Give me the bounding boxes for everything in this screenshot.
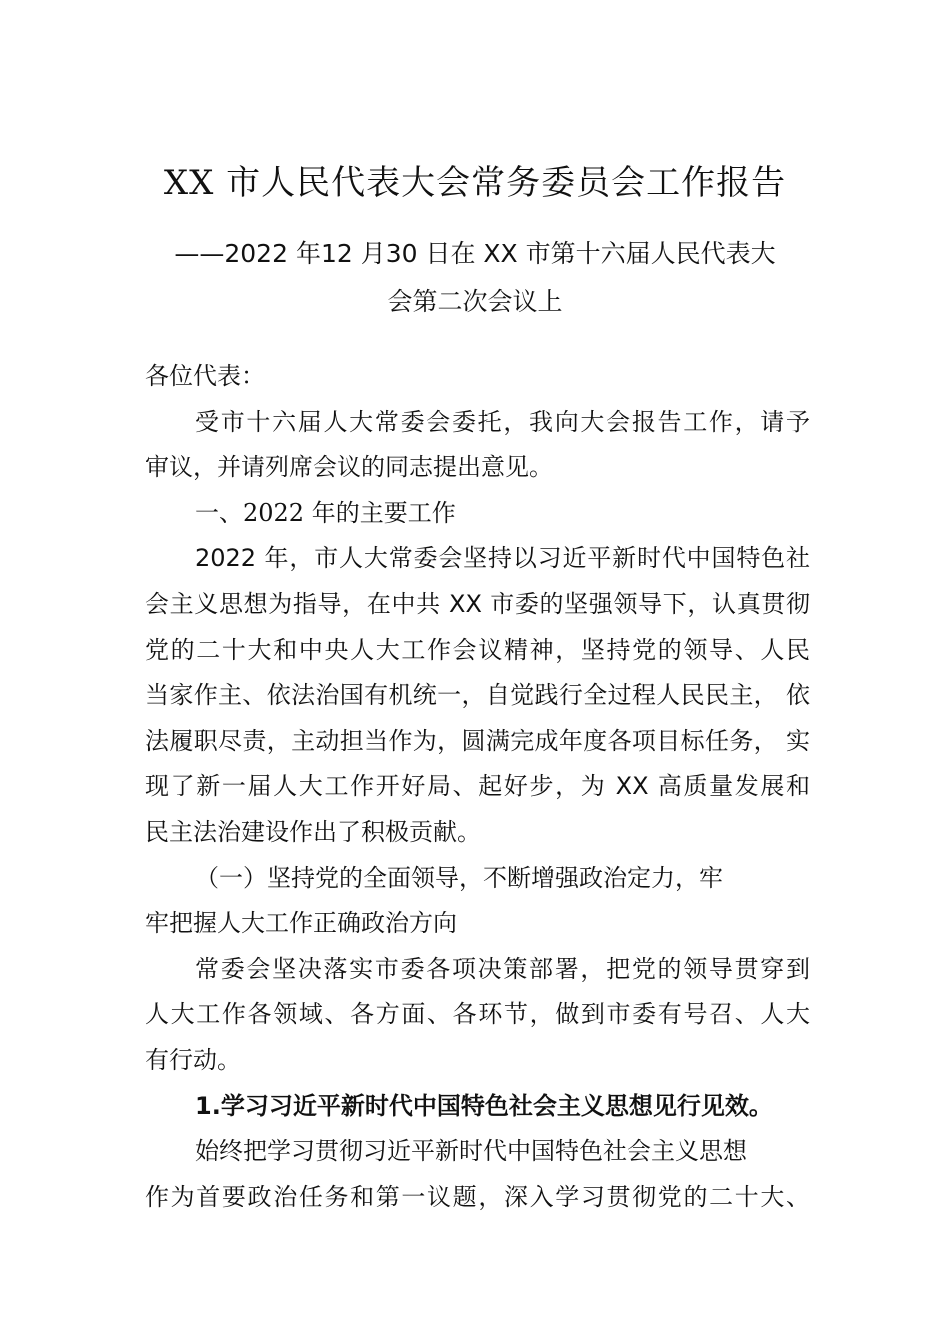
subheading-line: 牢把握人大工作正确政治方向 xyxy=(145,909,457,938)
document-body xyxy=(145,354,810,1220)
paragraph-line: 审议，并请列席会议的同志提出意见。 xyxy=(145,453,553,482)
paragraph-line: 法履职尽责，主动担当作为，圆满完成年度各项目标任务， 实 xyxy=(145,726,810,755)
paragraph-line: 党的二十大和中央人大工作会议精神，坚持党的领导、人民 xyxy=(145,635,810,664)
paragraph-line: 2022 年，市人大常委会坚持以习近平新时代中国特色社 xyxy=(195,544,810,573)
paragraph-line: 会主义思想为指导，在中共 XX 市委的坚强领导下，认真贯彻 xyxy=(145,589,810,618)
subtitle-line: 会第二次会议上 xyxy=(387,287,563,316)
section-heading: 一、2022 年的主要工作 xyxy=(195,498,456,527)
document-subtitle xyxy=(150,230,800,326)
paragraph-line: 受市十六届人大常委会委托，我向大会报告工作，请予 xyxy=(195,407,810,436)
subtitle-line: ——2022 年12 月30 日在 XX 市第十六届人民代表大 xyxy=(174,239,776,268)
salutation: 各位代表： xyxy=(145,362,265,390)
paragraph-line: 现了新一届人大工作开好局、起好步，为 XX 高质量发展和 xyxy=(145,772,810,801)
paragraph-line: 民主法治建设作出了积极贡献。 xyxy=(145,817,481,846)
paragraph-line: 常委会坚决落实市委各项决策部署，把党的领导贯穿到 xyxy=(195,954,810,983)
paragraph-line: 有行动。 xyxy=(145,1045,241,1074)
paragraph-line: 当家作主、依法治国有机统一，自觉践行全过程人民民主， 依 xyxy=(145,681,810,710)
paragraph-line: 始终把学习贯彻习近平新时代中国特色社会主义思想 xyxy=(195,1137,747,1166)
paragraph-line: 人大工作各领域、各方面、各环节，做到市委有号召、人大 xyxy=(145,1000,810,1029)
paragraph-line: 作为首要政治任务和第一议题，深入学习贯彻党的二十大、 xyxy=(145,1182,810,1211)
subheading-line: （一）坚持党的全面领导，不断增强政治定力，牢 xyxy=(195,863,723,892)
point-heading: 1.学习习近平新时代中国特色社会主义思想见行见效。 xyxy=(195,1091,773,1120)
document-title: XX 市人民代表大会常务委员会工作报告 xyxy=(163,163,787,203)
